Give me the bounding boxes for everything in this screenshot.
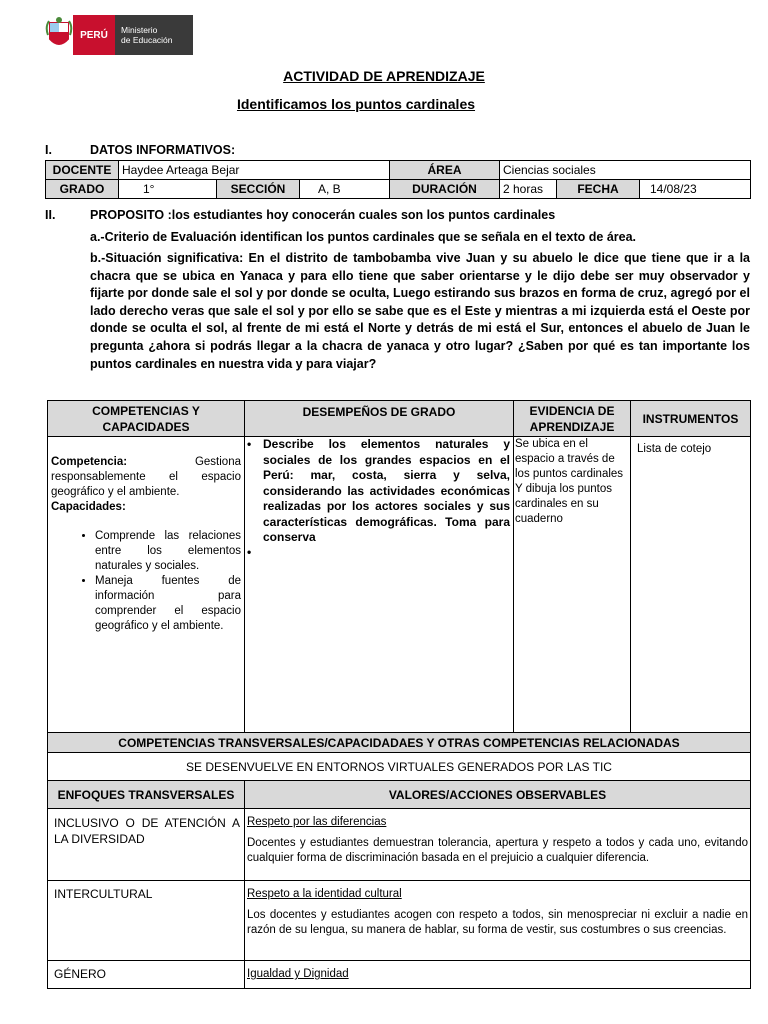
instrumento-text: Lista de cotejo [631, 437, 751, 733]
enfoque-values-cell [245, 881, 751, 961]
minedu-logo [45, 15, 193, 55]
valor-title: Respeto a la identidad cultural [247, 888, 402, 900]
section-1-number: I. [45, 143, 52, 157]
enfoque-values-cell [245, 809, 751, 881]
valor-desc: Docentes y estudiantes demuestran tolerancia, apertura y respeto a todos y cada uno, evitando cualquier forma de discriminación basada en el prejuicio a cualquier diferencia. [247, 837, 748, 864]
header-instrumentos: INSTRUMENTOS [631, 401, 751, 437]
fecha-label: FECHA [557, 180, 640, 199]
coat-of-arms-icon [45, 15, 73, 55]
header-competencias: COMPETENCIAS Y CAPACIDADES [48, 401, 245, 437]
docente-label: DOCENTE [46, 161, 119, 180]
capacidades-label: Capacidades: [51, 501, 126, 513]
section-1-label: DATOS INFORMATIVOS: [90, 143, 236, 157]
duracion-value: 2 horas [500, 180, 557, 199]
docente-value: Haydee Arteaga Bejar [119, 161, 390, 180]
seccion-label: SECCIÓN [217, 180, 300, 199]
valor-desc: Los docentes y estudiantes acogen con respeto a todos, sin menospreciar ni excluir a nadie en razón de su lengua, su manera de hablar, su forma de vestir, sus costumbres o sus creencias. [247, 909, 748, 936]
desempeno-cell [245, 437, 514, 733]
criterio-text: a.-Criterio de Evaluación identifican los puntos cardinales que se señala en el texto de área. [90, 230, 637, 244]
competencia-text: Gestiona responsablemente el espacio geográfico y el ambiente. [51, 456, 241, 498]
header-desempenos: DESEMPEÑOS DE GRADO [245, 401, 514, 437]
area-value: Ciencias sociales [500, 161, 751, 180]
grado-value: 1° [119, 180, 217, 199]
ministry-line1: Ministerio [121, 25, 158, 35]
capacidades-list [51, 529, 241, 634]
enfoque-name: GÉNERO [48, 961, 245, 989]
valor-title: Respeto por las diferencias [247, 816, 387, 828]
transversales-header: COMPETENCIAS TRANSVERSALES/CAPACIDADAES Y OTRAS COMPETENCIAS RELACIONADAS [48, 733, 751, 753]
competencias-table [47, 400, 751, 989]
situacion-text: b.-Situación significativa: En el distrito de tambobamba vive Juan y su abuelo le dice que tiene que ir a la chacra que se ubica en Yanaca y para ello tiene que saber orientarse y le dijo debe ser muy observador y fijarte por donde sale el sol y por donde se oculta, Luego estirando sus brazos en forma de cruz, agregó por el lado derecho veras que sale el sol y por ello se sabe que es el Este y mientras a mi izquierda está el Oeste por donde se oculta el sol, al frente de mi está el Norte y detrás de mi está el Sur, entonces el abuelo de Juan le pregunta ¿ahora si podrás llegar a la chacra de yanaca y otro lugar? ¿Saben por qué es tan importante los puntos cardinales en nuestra vida y para viajar? [90, 251, 750, 371]
fecha-value: 14/08/23 [640, 180, 751, 199]
duracion-label: DURACIÓN [390, 180, 500, 199]
grado-label: GRADO [46, 180, 119, 199]
page-subtitle: Identificamos los puntos cardinales [236, 96, 476, 112]
header-evidencia: EVIDENCIA DE APRENDIZAJE [514, 401, 631, 437]
info-table [45, 160, 751, 199]
capacidad-item: • Maneja fuentes de información para comprender el espacio geográfico y el ambiente. [95, 574, 241, 634]
bullet-icon: • [247, 545, 252, 559]
seccion-value: A, B [300, 180, 390, 199]
header-valores: VALORES/ACCIONES OBSERVABLES [245, 781, 751, 809]
header-enfoques: ENFOQUES TRANSVERSALES [48, 781, 245, 809]
valor-title: Igualdad y Dignidad [247, 968, 349, 980]
ministry-label [115, 15, 193, 55]
ministry-line2: de Educación [121, 35, 173, 45]
competencia-cell [48, 437, 245, 733]
bullet-icon: • [247, 437, 252, 451]
enfoque-name: INCLUSIVO O DE ATENCIÓN A LA DIVERSIDAD [48, 809, 245, 881]
peru-label: PERÚ [73, 15, 115, 55]
competencia-label: Competencia: [51, 456, 128, 468]
section-2-label: PROPOSITO :los estudiantes hoy conocerán cuales son los puntos cardinales [90, 208, 556, 222]
desempeno-text: Describe los elementos naturales y sociales de los grandes espacios en el Perú: mar, costa, sierra y selva, considerando las actividades económicas realizadas por los actores sociales y sus características demográficas. Toma para conserva [263, 437, 510, 544]
section-2-number: II. [45, 208, 56, 222]
page-title: ACTIVIDAD DE APRENDIZAJE [283, 68, 485, 84]
enfoque-values-cell [245, 961, 751, 989]
evidencia-text: Se ubica en el espacio a través de los puntos cardinales Y dibuja los puntos cardinales en su cuaderno [514, 437, 631, 733]
transversales-value: SE DESENVUELVE EN ENTORNOS VIRTUALES GENERADOS POR LAS TIC [48, 753, 751, 781]
enfoque-name: INTERCULTURAL [48, 881, 245, 961]
capacidad-item: • Comprende las relaciones entre los elementos naturales y sociales. [95, 529, 241, 574]
area-label: ÁREA [390, 161, 500, 180]
